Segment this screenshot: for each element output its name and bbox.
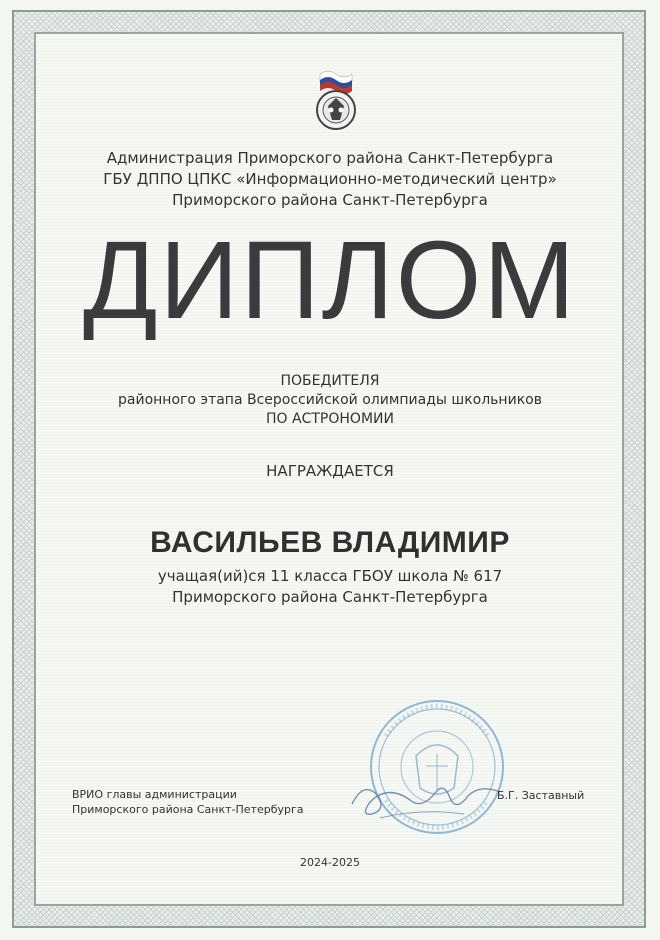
description-line: ПОБЕДИТЕЛЯ bbox=[280, 373, 380, 389]
signatory-name: Б.Г. Заставный bbox=[497, 789, 585, 802]
student-info-line: учащая(ий)ся 11 класса ГБОУ школа № 617 bbox=[157, 567, 503, 585]
signatory-title-line: ВРИО главы администрации bbox=[72, 788, 237, 801]
handwritten-signature bbox=[340, 770, 510, 830]
organization-line: ГБУ ДППО ЦПКС «Информационно-методический центр» bbox=[103, 170, 557, 188]
student-info bbox=[0, 566, 660, 608]
organization-line: Администрация Приморского района Санкт-Петербурга bbox=[106, 149, 554, 167]
organization-header bbox=[0, 148, 660, 211]
student-info-line: Приморского района Санкт-Петербурга bbox=[172, 588, 488, 606]
diploma-title: ДИПЛОМ bbox=[82, 219, 577, 342]
awarded-label: НАГРАЖДАЕТСЯ bbox=[266, 462, 394, 480]
signatory-title bbox=[72, 787, 304, 817]
olympiad-emblem-icon bbox=[298, 66, 374, 134]
organization-line: Приморского района Санкт-Петербурга bbox=[172, 191, 488, 209]
recipient-name: ВАСИЛЬЕВ ВЛАДИМИР bbox=[150, 526, 510, 559]
description-line: районного этапа Всероссийской олимпиады школьников bbox=[118, 392, 542, 408]
signatory-title-line: Приморского района Санкт-Петербурга bbox=[72, 803, 304, 816]
description-line: ПО АСТРОНОМИИ bbox=[266, 411, 394, 427]
academic-year: 2024-2025 bbox=[300, 856, 360, 869]
award-description bbox=[0, 372, 660, 429]
